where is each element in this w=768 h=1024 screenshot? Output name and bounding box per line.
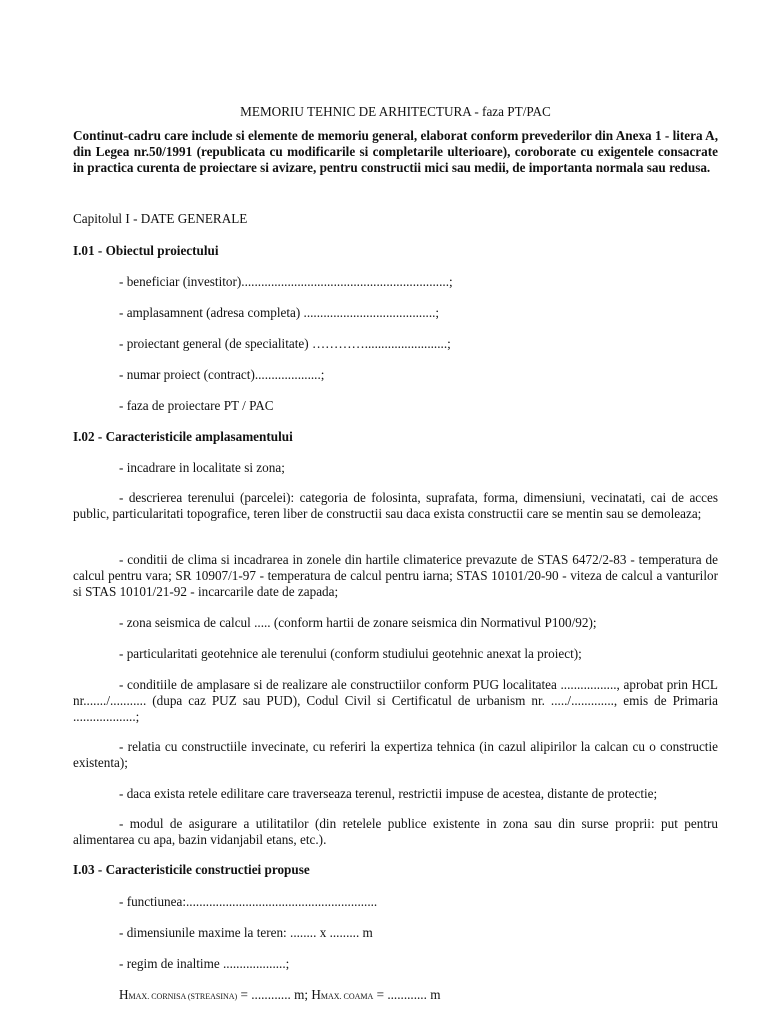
section-heading-i03: I.03 - Caracteristicile constructiei propuse [73,862,310,877]
section-heading-i01: I.01 - Obiectul proiectului [73,243,219,258]
list-item-faza: - faza de proiectare PT / PAC [119,398,274,413]
section-heading-i02: I.02 - Caracteristicile amplasamentului [73,429,293,444]
list-item-utilitati: - modul de asigurare a utilitatilor (din retelele publice existente in zona sau din surse proprii: put pentru alimentarea cu apa, bazin vidanjabil etans, etc.). [73,816,718,847]
list-item-numar-proiect: - numar proiect (contract)....................; [119,367,325,382]
list-item-incadrare: - incadrare in localitate si zona; [119,460,285,475]
chapter-heading: Capitolul I - DATE GENERALE [73,211,248,226]
height-subscript-cornisa: MAX. CORNISA (STREASINA) [128,992,238,1001]
list-item-clima: - conditii de clima si incadrarea in zonele din hartile climaterice prevazute de STAS 6472/2-83 - temperatura de calcul pentru vara; SR 10907/1-97 - temperatura de calcul pentru iarna; STAS 10101/20-90 - viteza de calcul a vanturilor si STAS 10101/21-92 - incarcarile date de zapada; [73,552,718,599]
list-item-dimensiuni: - dimensiunile maxime la teren: ........ x ......... m [119,925,373,940]
height-formula-end: = ............ m [373,987,441,1002]
height-subscript-coama: MAX. COAMA [320,992,374,1001]
height-formula [119,987,718,1005]
list-item-regim: - regim de inaltime ...................; [119,956,290,971]
list-item-retele: - daca exista retele edilitare care traverseaza terenul, restrictii impuse de acestea, distante de protectie; [119,786,658,801]
intro-paragraph: Continut-cadru care include si elemente de memoriu general, elaborat conform prevederilor din Anexa 1 - litera A, din Legea nr.50/1991 (republicata cu modificarile si completarile ulterioare), coroborate cu exigentele consacrate in practica curenta de proiectare si avizare, pentru constructii mici sau medii, de importanta normala sau redusa. [73,128,718,175]
list-item-geotehnic: - particularitati geotehnice ale terenului (conform studiului geotehnic anexat la proiect); [119,646,582,661]
list-item-relatia: - relatia cu constructiile invecinate, cu referiri la expertiza tehnica (in cazul alipirilor la calcan cu o constructie existenta); [73,739,718,770]
document-title: MEMORIU TEHNIC DE ARHITECTURA - faza PT/PAC [240,104,551,119]
height-formula-middle: = ............ m; H [237,987,321,1002]
list-item-proiectant: - proiectant general (de specialitate) ………….........................; [119,336,451,351]
list-item-beneficiar: - beneficiar (investitor)...............................................................; [119,274,453,289]
list-item-zona-seismica: - zona seismica de calcul ..... (conform hartii de zonare seismica din Normativul P100/92); [119,615,597,630]
height-symbol-cornisa: H [119,987,129,1002]
list-item-amplasare: - conditiile de amplasare si de realizare ale constructiilor conform PUG localitatea ................., aprobat prin HCL nr......./........... (dupa caz PUZ sau PUD), Codul Civil si Certificatul de urbanism nr. ...../............., emis de Primaria ...................; [73,677,718,724]
list-item-descriere-teren: - descrierea terenului (parcelei): categoria de folosinta, suprafata, forma, dimensiuni, vecinatati, cai de acces public, particularitati topografice, teren liber de constructii sau daca exista constructii care se mentin sau se demoleaza; [73,490,718,521]
list-item-functiunea: - functiunea:.......................................................... [119,894,378,909]
list-item-amplasament: - amplasamnent (adresa completa) ........................................; [119,305,440,320]
